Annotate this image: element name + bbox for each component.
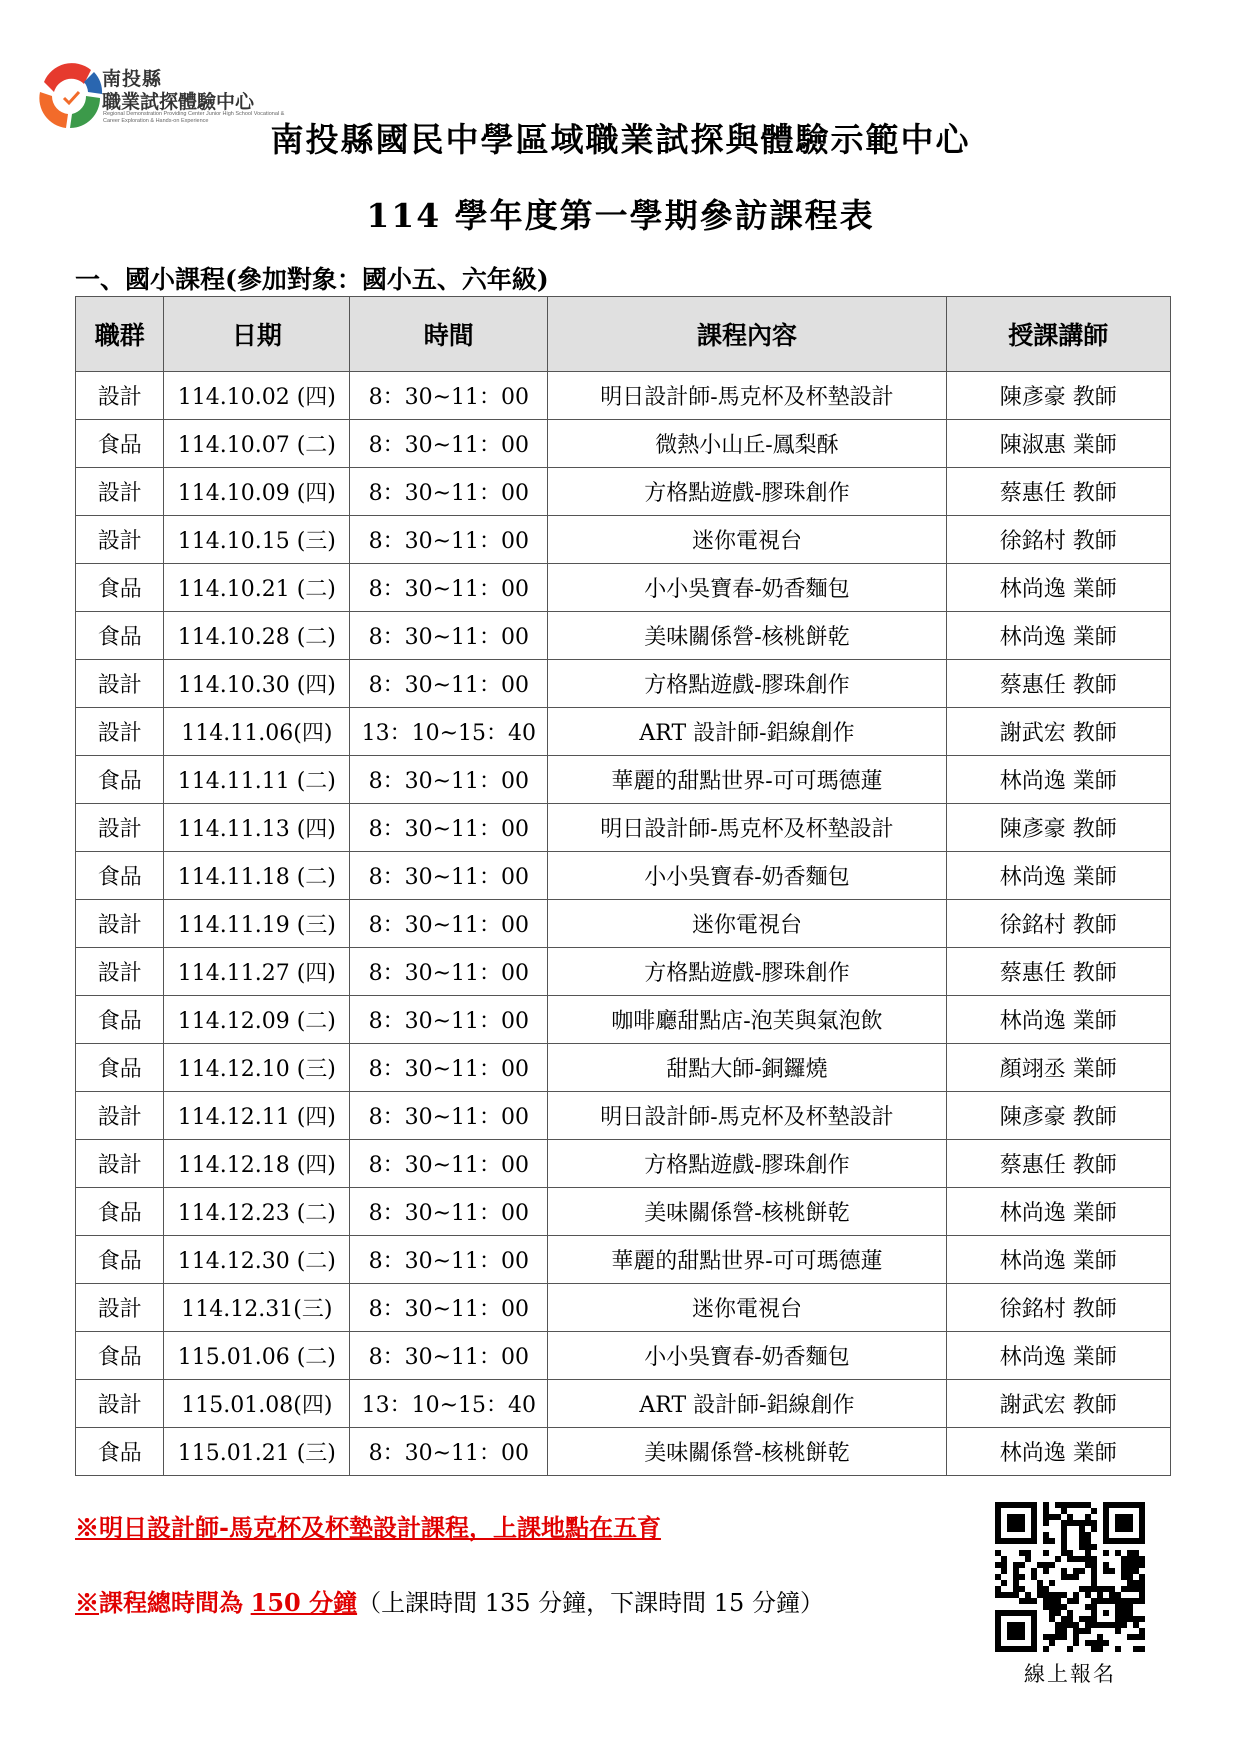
cell-course: 小小吳寶春-奶香麵包 — [548, 852, 946, 900]
cell-course: 方格點遊戲-膠珠創作 — [548, 948, 946, 996]
table-row — [76, 756, 1171, 804]
cell-time: 8：30~11：00 — [350, 564, 548, 612]
cell-course: 方格點遊戲-膠珠創作 — [548, 660, 946, 708]
logo-name-line2: 職業試探體驗中心 — [102, 91, 255, 113]
cell-time: 8：30~11：00 — [350, 900, 548, 948]
cell-group: 食品 — [76, 852, 164, 900]
table-row — [76, 852, 1171, 900]
duration-note — [75, 1583, 824, 1618]
cell-group: 食品 — [76, 996, 164, 1044]
table-row — [76, 372, 1171, 420]
table-row — [76, 564, 1171, 612]
table-row — [76, 708, 1171, 756]
cell-instructor: 林尚逸 業師 — [946, 756, 1170, 804]
cell-instructor: 林尚逸 業師 — [946, 1332, 1170, 1380]
page-subtitle: 114 學年度第一學期參訪課程表 — [366, 196, 875, 235]
cell-group: 食品 — [76, 564, 164, 612]
table-row — [76, 1236, 1171, 1284]
table-header-row — [76, 297, 1171, 372]
cell-time: 13：10~15：40 — [350, 708, 548, 756]
cell-instructor: 林尚逸 業師 — [946, 852, 1170, 900]
cell-time: 8：30~11：00 — [350, 1044, 548, 1092]
cell-instructor: 林尚逸 業師 — [946, 1236, 1170, 1284]
cell-instructor: 林尚逸 業師 — [946, 1428, 1170, 1476]
cell-date: 114.11.18 (二) — [164, 852, 350, 900]
cell-course: 方格點遊戲-膠珠創作 — [548, 1140, 946, 1188]
cell-group: 設計 — [76, 516, 164, 564]
table-row — [76, 804, 1171, 852]
duration-note-total: 150 分鐘 — [250, 1588, 358, 1617]
cell-instructor: 蔡惠任 教師 — [946, 1140, 1170, 1188]
cell-group: 設計 — [76, 1140, 164, 1188]
cell-time: 8：30~11：00 — [350, 516, 548, 564]
cell-course: 咖啡廳甜點店-泡芙與氣泡飲 — [548, 996, 946, 1044]
cell-instructor: 蔡惠任 教師 — [946, 468, 1170, 516]
cell-instructor: 林尚逸 業師 — [946, 612, 1170, 660]
cell-date: 114.10.21 (二) — [164, 564, 350, 612]
venue-note: ※明日設計師-馬克杯及杯墊設計課程，上課地點在五育 — [75, 1513, 661, 1542]
cell-date: 115.01.08(四) — [164, 1380, 350, 1428]
cell-time: 8：30~11：00 — [350, 468, 548, 516]
header-cell: 時間 — [350, 297, 548, 372]
cell-course: 微熱小山丘-鳳梨酥 — [548, 420, 946, 468]
cell-time: 8：30~11：00 — [350, 996, 548, 1044]
cell-group: 食品 — [76, 1188, 164, 1236]
page-title: 南投縣國民中學區域職業試探與體驗示範中心 — [270, 120, 971, 159]
cell-group: 食品 — [76, 1236, 164, 1284]
table-row — [76, 948, 1171, 996]
cell-group: 食品 — [76, 1044, 164, 1092]
cell-time: 8：30~11：00 — [350, 1092, 548, 1140]
cell-date: 114.10.02 (四) — [164, 372, 350, 420]
cell-time: 8：30~11：00 — [350, 852, 548, 900]
cell-group: 設計 — [76, 948, 164, 996]
cell-date: 114.10.09 (四) — [164, 468, 350, 516]
cell-group: 設計 — [76, 1284, 164, 1332]
table-row — [76, 1284, 1171, 1332]
cell-instructor: 陳彥豪 教師 — [946, 1092, 1170, 1140]
cell-date: 114.12.09 (二) — [164, 996, 350, 1044]
cell-group: 食品 — [76, 756, 164, 804]
cell-date: 114.11.19 (三) — [164, 900, 350, 948]
cell-group: 食品 — [76, 612, 164, 660]
cell-time: 8：30~11：00 — [350, 1140, 548, 1188]
duration-note-mark: ※ — [75, 1588, 99, 1617]
cell-group: 食品 — [76, 1332, 164, 1380]
cell-course: 華麗的甜點世界-可可瑪德蓮 — [548, 1236, 946, 1284]
cell-date: 114.12.23 (二) — [164, 1188, 350, 1236]
cell-date: 114.12.30 (二) — [164, 1236, 350, 1284]
table-row — [76, 1044, 1171, 1092]
table-row — [76, 1428, 1171, 1476]
cell-course: ART 設計師-鋁線創作 — [548, 708, 946, 756]
cell-course: ART 設計師-鋁線創作 — [548, 1380, 946, 1428]
schedule-table — [75, 296, 1171, 1476]
cell-date: 114.12.31(三) — [164, 1284, 350, 1332]
cell-course: 迷你電視台 — [548, 1284, 946, 1332]
cell-date: 114.12.10 (三) — [164, 1044, 350, 1092]
logo-english: Regional Demonstration Providing Center Junior High School Vocational & Career Exploration & Hands-on Experience — [103, 111, 285, 124]
cell-instructor: 謝武宏 教師 — [946, 1380, 1170, 1428]
cell-group: 食品 — [76, 1428, 164, 1476]
cell-instructor: 陳淑惠 業師 — [946, 420, 1170, 468]
cell-date: 114.10.07 (二) — [164, 420, 350, 468]
header-cell: 課程內容 — [548, 297, 946, 372]
table-row — [76, 1188, 1171, 1236]
cell-instructor: 陳彥豪 教師 — [946, 372, 1170, 420]
table-row — [76, 996, 1171, 1044]
cell-date: 114.11.06(四) — [164, 708, 350, 756]
table-row — [76, 660, 1171, 708]
cell-instructor: 徐銘村 教師 — [946, 900, 1170, 948]
cell-date: 114.10.30 (四) — [164, 660, 350, 708]
cell-instructor: 徐銘村 教師 — [946, 1284, 1170, 1332]
cell-group: 設計 — [76, 900, 164, 948]
table-row — [76, 900, 1171, 948]
cell-time: 8：30~11：00 — [350, 1428, 548, 1476]
header-cell: 職群 — [76, 297, 164, 372]
table-row — [76, 1140, 1171, 1188]
cell-instructor: 蔡惠任 教師 — [946, 948, 1170, 996]
cell-instructor: 謝武宏 教師 — [946, 708, 1170, 756]
cell-time: 8：30~11：00 — [350, 612, 548, 660]
cell-instructor: 顏翊丞 業師 — [946, 1044, 1170, 1092]
cell-group: 設計 — [76, 1092, 164, 1140]
cell-course: 小小吳寶春-奶香麵包 — [548, 564, 946, 612]
header-cell: 授課講師 — [946, 297, 1170, 372]
duration-note-label: 課程總時間為 — [99, 1588, 243, 1617]
table-row — [76, 1332, 1171, 1380]
table-row — [76, 468, 1171, 516]
cell-date: 114.12.11 (四) — [164, 1092, 350, 1140]
cell-time: 8：30~11：00 — [350, 1284, 548, 1332]
cell-date: 114.11.27 (四) — [164, 948, 350, 996]
cell-instructor: 林尚逸 業師 — [946, 996, 1170, 1044]
table-row — [76, 1380, 1171, 1428]
cell-time: 8：30~11：00 — [350, 1236, 548, 1284]
cell-time: 8：30~11：00 — [350, 1188, 548, 1236]
cell-instructor: 蔡惠任 教師 — [946, 660, 1170, 708]
cell-date: 114.11.11 (二) — [164, 756, 350, 804]
duration-note-detail: （上課時間 135 分鐘，下課時間 15 分鐘） — [357, 1589, 824, 1617]
cell-time: 8：30~11：00 — [350, 804, 548, 852]
cell-time: 8：30~11：00 — [350, 948, 548, 996]
cell-course: 方格點遊戲-膠珠創作 — [548, 468, 946, 516]
cell-time: 8：30~11：00 — [350, 372, 548, 420]
cell-course: 明日設計師-馬克杯及杯墊設計 — [548, 804, 946, 852]
cell-group: 設計 — [76, 708, 164, 756]
cell-course: 華麗的甜點世界-可可瑪德蓮 — [548, 756, 946, 804]
cell-group: 設計 — [76, 468, 164, 516]
table-row — [76, 612, 1171, 660]
cell-time: 8：30~11：00 — [350, 420, 548, 468]
cell-date: 115.01.06 (二) — [164, 1332, 350, 1380]
cell-date: 115.01.21 (三) — [164, 1428, 350, 1476]
table-row — [76, 420, 1171, 468]
cell-course: 明日設計師-馬克杯及杯墊設計 — [548, 1092, 946, 1140]
qr-code-icon[interactable] — [995, 1502, 1145, 1652]
cell-group: 設計 — [76, 660, 164, 708]
table-body — [76, 372, 1171, 1476]
cell-course: 小小吳寶春-奶香麵包 — [548, 1332, 946, 1380]
table-row — [76, 516, 1171, 564]
cell-date: 114.12.18 (四) — [164, 1140, 350, 1188]
cell-course: 明日設計師-馬克杯及杯墊設計 — [548, 372, 946, 420]
cell-date: 114.11.13 (四) — [164, 804, 350, 852]
cell-instructor: 林尚逸 業師 — [946, 564, 1170, 612]
cell-time: 8：30~11：00 — [350, 1332, 548, 1380]
cell-course: 迷你電視台 — [548, 516, 946, 564]
cell-group: 食品 — [76, 420, 164, 468]
cell-course: 甜點大師-銅鑼燒 — [548, 1044, 946, 1092]
cell-instructor: 陳彥豪 教師 — [946, 804, 1170, 852]
table-row — [76, 1092, 1171, 1140]
cell-date: 114.10.15 (三) — [164, 516, 350, 564]
cell-course: 美味關係營-核桃餅乾 — [548, 1428, 946, 1476]
cell-date: 114.10.28 (二) — [164, 612, 350, 660]
cell-instructor: 林尚逸 業師 — [946, 1188, 1170, 1236]
header-cell: 日期 — [164, 297, 350, 372]
logo-name-line1: 南投縣 — [102, 68, 163, 90]
cell-instructor: 徐銘村 教師 — [946, 516, 1170, 564]
section-heading: 一、國小課程(參加對象：國小五、六年級) — [75, 265, 549, 294]
cell-time: 8：30~11：00 — [350, 756, 548, 804]
cell-course: 美味關係營-核桃餅乾 — [548, 1188, 946, 1236]
cell-time: 13：10~15：40 — [350, 1380, 548, 1428]
cell-group: 設計 — [76, 804, 164, 852]
cell-group: 設計 — [76, 1380, 164, 1428]
cell-course: 美味關係營-核桃餅乾 — [548, 612, 946, 660]
cell-group: 設計 — [76, 372, 164, 420]
cell-course: 迷你電視台 — [548, 900, 946, 948]
qr-label: 線上報名 — [1024, 1662, 1116, 1686]
cell-time: 8：30~11：00 — [350, 660, 548, 708]
